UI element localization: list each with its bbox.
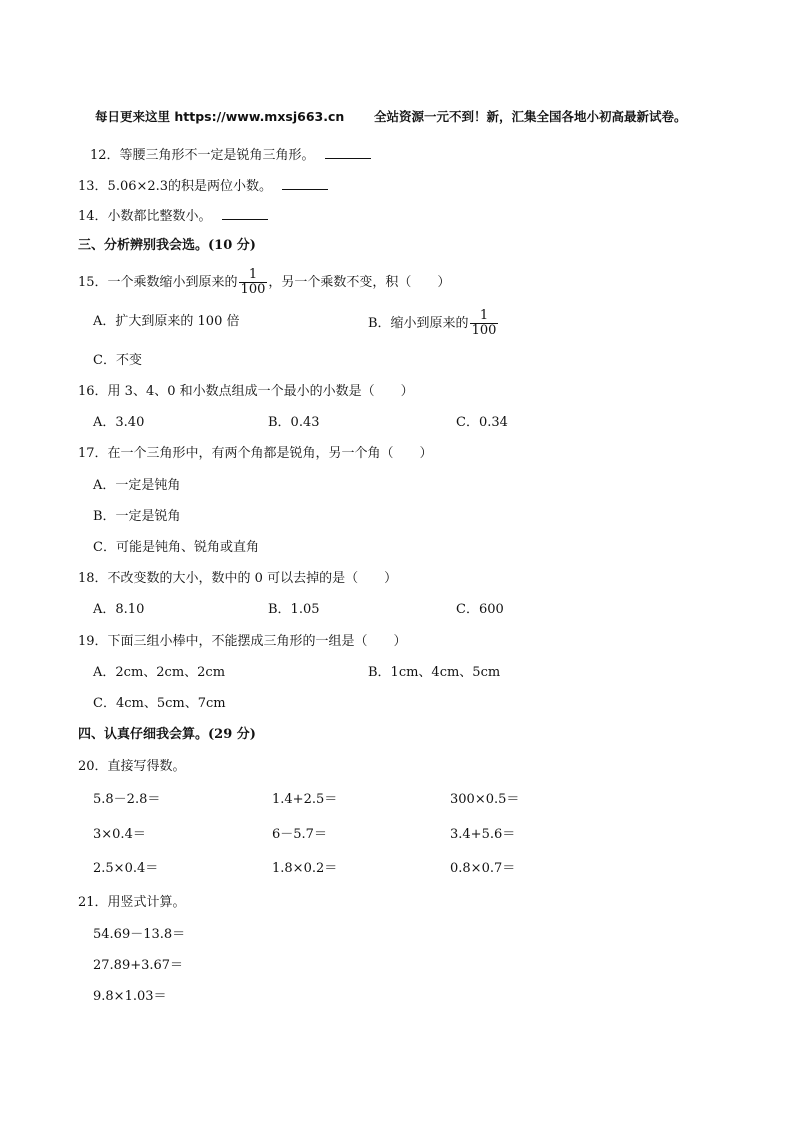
- question-14: [78, 207, 268, 226]
- calc-item: 1.4+2.5＝: [272, 792, 338, 807]
- question-15: [78, 266, 450, 300]
- question-18: 18．不改变数的大小，数中的 0 可以去掉的是（ ）: [78, 571, 398, 586]
- vertical-calc-item: 27.89+3.67＝: [93, 958, 184, 973]
- fraction-denominator: 100: [471, 323, 497, 338]
- option-a: A．扩大到原来的 100 倍: [93, 314, 240, 329]
- option-a: A．一定是钝角: [93, 478, 181, 493]
- calc-item: 2.5×0.4＝: [93, 861, 159, 876]
- option-a: A．2cm、2cm、2cm: [93, 665, 226, 680]
- question-12: [90, 146, 371, 165]
- question-21: 21．用竖式计算。: [78, 895, 186, 910]
- calc-item: 6－5.7＝: [272, 827, 327, 842]
- vertical-calc-item: 9.8×1.03＝: [93, 989, 167, 1004]
- question-text: 14．小数都比整数小。: [78, 209, 212, 224]
- calc-item: 1.8×0.2＝: [272, 861, 338, 876]
- fraction-numerator: 1: [248, 267, 258, 282]
- section-heading-4: 四、认真仔细我会算。(29 分): [78, 727, 256, 742]
- question-text: 13．5.06×2.3的积是两位小数。: [78, 179, 273, 194]
- calc-item: 5.8－2.8＝: [93, 792, 161, 807]
- question-stem: 15．一个乘数缩小到原来的: [78, 275, 238, 290]
- question-19: 19．下面三组小棒中，不能摆成三角形的一组是（ ）: [78, 634, 407, 649]
- fraction: [239, 268, 268, 297]
- option-c: C．不变: [93, 353, 142, 368]
- option-b: [368, 307, 499, 341]
- fraction: [470, 309, 499, 338]
- fraction-numerator: 1: [479, 308, 489, 323]
- option-a: A．3.40: [93, 415, 145, 430]
- calc-item: 300×0.5＝: [450, 792, 520, 807]
- calc-item: 3×0.4＝: [93, 827, 146, 842]
- question-text: 12．等腰三角形不一定是锐角三角形。: [90, 148, 315, 163]
- option-c: C．4cm、5cm、7cm: [93, 696, 226, 711]
- option-b: B．一定是锐角: [93, 509, 181, 524]
- option-c: C．0.34: [456, 415, 508, 430]
- fraction-denominator: 100: [240, 282, 266, 297]
- answer-blank: [325, 146, 371, 159]
- option-b: B．0.43: [268, 415, 320, 430]
- answer-blank: [222, 207, 268, 220]
- vertical-calc-item: 54.69－13.8＝: [93, 927, 186, 942]
- option-b: B．1cm、4cm、5cm: [368, 665, 501, 680]
- calc-item: 3.4+5.6＝: [450, 827, 516, 842]
- option-b: B．1.05: [268, 602, 320, 617]
- question-13: [78, 177, 328, 196]
- option-a: A．8.10: [93, 602, 145, 617]
- option-c: C．600: [456, 602, 504, 617]
- question-20: 20．直接写得数。: [78, 759, 186, 774]
- question-16: 16．用 3、4、0 和小数点组成一个最小的小数是（ ）: [78, 384, 414, 399]
- question-17: 17．在一个三角形中，有两个角都是锐角，另一个角（ ）: [78, 446, 433, 461]
- question-stem-tail: ，另一个乘数不变，积（ ）: [268, 275, 451, 290]
- site-banner-left: 每日更来这里 https://www.mxsj663.cn: [95, 109, 345, 124]
- option-c: C．可能是钝角、锐角或直角: [93, 540, 259, 555]
- option-text: B．缩小到原来的: [368, 316, 469, 331]
- answer-blank: [282, 177, 328, 190]
- site-banner-right: 全站资源一元不到！新，汇集全国各地小初高最新试卷。: [374, 109, 687, 124]
- calc-item: 0.8×0.7＝: [450, 861, 516, 876]
- section-heading-3: 三、分析辨别我会选。(10 分): [78, 238, 256, 253]
